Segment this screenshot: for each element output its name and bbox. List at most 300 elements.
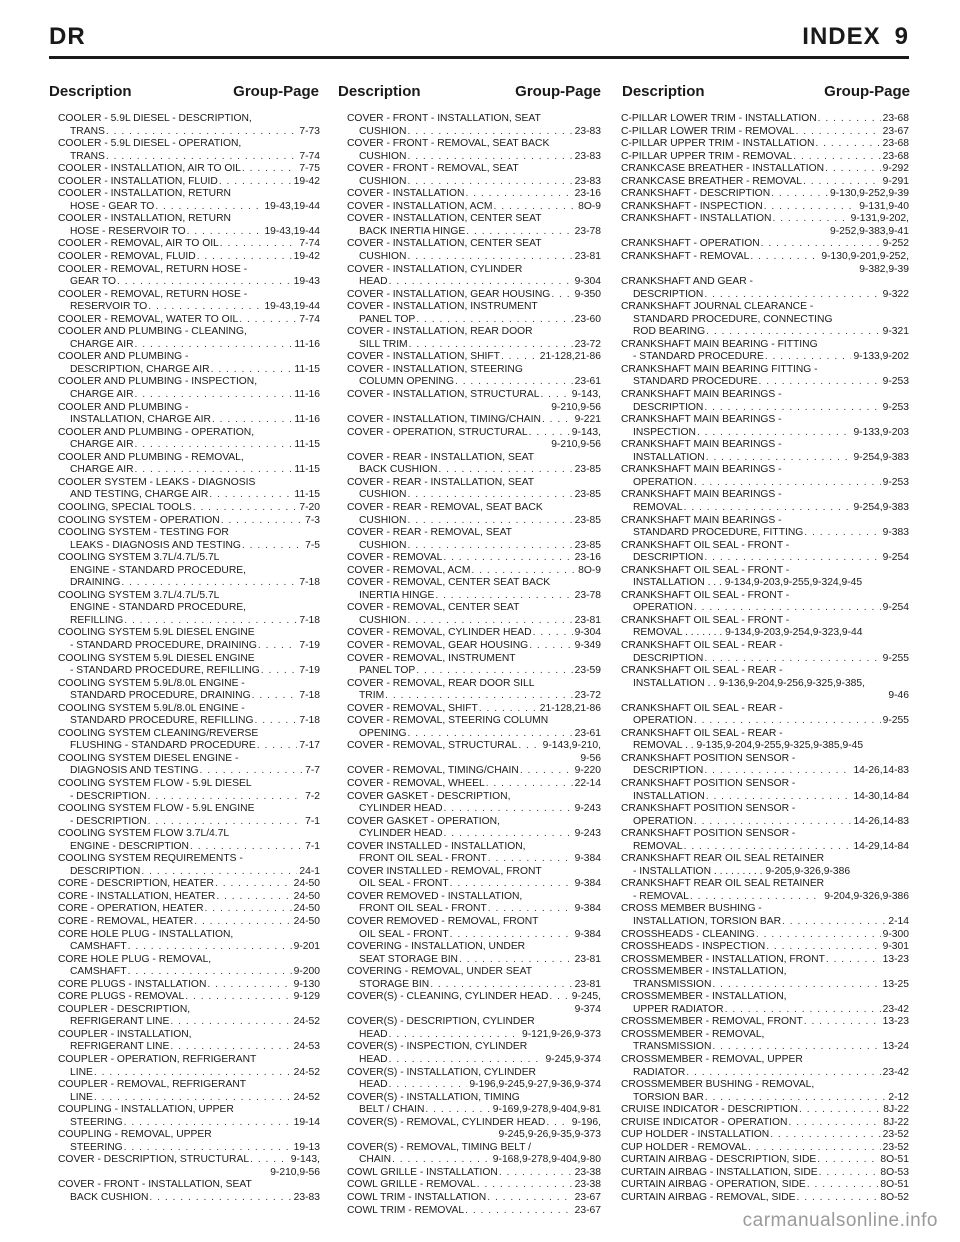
entry-text: CROSSHEADS - CLEANING xyxy=(621,928,755,940)
entry-text: HEAD xyxy=(359,1028,388,1040)
entry-text: CRANKSHAFT MAIN BEARINGS - xyxy=(621,439,782,451)
page-reference: 7-18 xyxy=(299,614,320,626)
entry-text: COVER - DESCRIPTION, STRUCTURAL xyxy=(58,1154,250,1166)
leader-dots xyxy=(211,364,293,377)
entry-heading-line xyxy=(621,113,909,126)
leader-dots xyxy=(799,1104,881,1117)
entry-text: INSTALLATION . . 9-136,9-204,9-256,9-325,9-385, xyxy=(633,677,865,689)
entry-text: - INSTALLATION . . . . . . . . . 9-205,9-326,9-386 xyxy=(633,865,851,877)
entry-heading-line xyxy=(58,678,320,691)
index-entry xyxy=(621,251,909,276)
entry-text: UPPER RADIATOR xyxy=(633,1003,724,1015)
entry-text: COOLER AND PLUMBING - INSPECTION, xyxy=(58,376,258,388)
leader-dots xyxy=(488,903,573,916)
watermark: carmanualsonline.info xyxy=(742,1210,938,1231)
page-reference: 11-15 xyxy=(294,464,320,476)
page-reference: 19-43 xyxy=(293,276,320,288)
entry-text: COVER GASKET - DESCRIPTION, xyxy=(347,790,511,802)
leader-dots xyxy=(529,640,572,653)
leader-dots xyxy=(121,577,297,590)
page-reference: 8O-53 xyxy=(880,1166,909,1178)
entry-text: FRONT OIL SEAL - FRONT xyxy=(359,903,487,915)
entry-text: TRIM xyxy=(359,690,385,702)
entry-heading-line xyxy=(58,1129,320,1142)
index-entry xyxy=(621,201,909,214)
index-entry xyxy=(621,991,909,1016)
leader-dots xyxy=(444,828,573,841)
entry-heading-line xyxy=(621,1029,909,1042)
index-entry xyxy=(621,301,909,339)
index-entry xyxy=(621,1104,909,1117)
page-reference: 9-245,9-374 xyxy=(545,1054,601,1066)
index-entry xyxy=(347,778,601,791)
entry-heading-line xyxy=(58,376,320,389)
leader-dots xyxy=(465,1205,573,1218)
index-entry xyxy=(58,376,320,401)
entry-continuation-line xyxy=(347,803,601,816)
entry-text: CRANKSHAFT REAR OIL SEAL RETAINER xyxy=(621,878,825,890)
leader-dots xyxy=(764,201,857,214)
entry-text: CORE - DESCRIPTION, HEATER xyxy=(58,878,214,890)
entry-heading-line xyxy=(621,565,909,578)
entry-continuation-line xyxy=(621,715,909,728)
page-reference: 11-16 xyxy=(294,338,320,350)
entry-text: OPERATION xyxy=(633,815,693,827)
entry-text: COOLING SYSTEM FLOW 3.7L/4.7L xyxy=(58,828,230,840)
index-entry xyxy=(621,464,909,489)
entry-text: COVER - INSTALLATION, TIMING/CHAIN xyxy=(347,414,541,426)
entry-text: CORE HOLE PLUG - INSTALLATION, xyxy=(58,928,234,940)
entry-text: C-PILLAR LOWER TRIM - INSTALLATION xyxy=(621,113,817,124)
index-entry xyxy=(621,213,909,238)
entry-text: CORE HOLE PLUG - REMOVAL, xyxy=(58,953,212,965)
leader-dots xyxy=(551,289,572,302)
entry-continuation-line xyxy=(347,590,601,603)
page-reference: 24-52 xyxy=(293,1016,320,1028)
index-entry xyxy=(621,753,909,778)
entry-text: CORE - REMOVAL, HEATER xyxy=(58,916,194,927)
index-entry xyxy=(621,1129,909,1142)
entry-heading-line xyxy=(58,1079,320,1092)
entry-continuation-line xyxy=(58,665,320,678)
page-reference: 24-50 xyxy=(293,903,320,915)
entry-text: CHARGE AIR xyxy=(70,338,134,350)
entry-continuation-line xyxy=(621,866,909,879)
leader-dots xyxy=(443,552,572,565)
entry-text: LINE xyxy=(70,1091,93,1103)
leader-dots xyxy=(450,878,573,891)
leader-dots xyxy=(135,339,293,352)
entry-heading-line xyxy=(58,213,320,226)
page-reference: 23-68 xyxy=(882,113,909,124)
entry-continuation-line xyxy=(58,389,320,402)
leader-dots xyxy=(684,841,852,854)
entry-heading-line xyxy=(347,1192,601,1205)
leader-dots xyxy=(407,489,572,502)
entry-text: COVERING - REMOVAL, UNDER SEAT xyxy=(347,966,532,978)
leader-dots xyxy=(686,1067,880,1080)
page-reference: 14-29,14-84 xyxy=(853,840,909,852)
leader-dots xyxy=(477,1179,573,1192)
entry-heading-line xyxy=(621,364,909,377)
entry-heading-line xyxy=(347,991,601,1004)
page-reference: 9-121,9-26,9-373 xyxy=(521,1028,601,1040)
page-reference: 7-73 xyxy=(299,125,320,137)
leader-dots xyxy=(185,991,291,1004)
entry-text: COVER - REMOVAL, STRUCTURAL xyxy=(347,740,518,752)
entry-text: BELT / CHAIN xyxy=(359,1104,425,1116)
page-reference: 9-201 xyxy=(293,941,320,953)
page-reference: 23-38 xyxy=(574,1179,601,1191)
entry-heading-line xyxy=(347,364,601,377)
entry-text: CRANKSHAFT - INSPECTION xyxy=(621,200,763,212)
index-entry xyxy=(621,665,909,703)
entry-heading-line xyxy=(347,389,601,402)
entry-heading-line xyxy=(58,979,320,992)
page-reference: 23-42 xyxy=(882,1066,909,1078)
index-entry xyxy=(58,803,320,828)
entry-text: COVER - REMOVAL, INSTRUMENT xyxy=(347,652,516,664)
index-entry xyxy=(58,527,320,552)
page-reference: 24-52 xyxy=(293,1091,320,1103)
page-reference: 23-61 xyxy=(574,727,601,739)
entry-continuation-line xyxy=(58,126,320,139)
entry-text: DESCRIPTION, CHARGE AIR xyxy=(70,363,210,375)
leader-dots xyxy=(761,238,881,251)
page-reference: 8O-51 xyxy=(880,1154,909,1166)
leader-dots xyxy=(825,163,881,176)
leader-dots xyxy=(549,991,569,1004)
index-entry xyxy=(621,126,909,139)
entry-text: FLUSHING - STANDARD PROCEDURE xyxy=(70,740,256,752)
leader-dots xyxy=(94,1092,292,1105)
page-reference: 9-322 xyxy=(882,288,909,300)
entry-text: COOLING SYSTEM 5.9L DIESEL ENGINE xyxy=(58,627,255,639)
entry-heading-line xyxy=(347,477,601,490)
entry-continuation-line xyxy=(347,151,601,164)
entry-text: PANEL TOP xyxy=(359,665,416,677)
entry-continuation-line xyxy=(58,364,320,377)
entry-heading-line xyxy=(621,138,909,151)
entry-heading-line xyxy=(621,540,909,553)
leader-dots xyxy=(796,126,881,139)
page-reference: 23-85 xyxy=(574,464,601,476)
entry-text: COVER - REMOVAL, TIMING/CHAIN xyxy=(347,765,519,777)
leader-dots xyxy=(409,339,573,352)
entry-continuation-line xyxy=(347,979,601,992)
entry-text: AND TESTING, CHARGE AIR xyxy=(70,489,209,501)
page-reference: 9-130,9-201,9-252, xyxy=(821,251,909,263)
entry-text: COVER REMOVED - INSTALLATION, xyxy=(347,890,523,902)
leader-dots xyxy=(124,1117,292,1130)
entry-continuation-line xyxy=(58,690,320,703)
entry-heading-line xyxy=(347,289,601,302)
index-entry xyxy=(621,1054,909,1079)
index-entry xyxy=(347,301,601,326)
index-entry xyxy=(58,878,320,891)
index-entry xyxy=(347,991,601,1016)
page-reference: 8J-22 xyxy=(883,1104,909,1116)
page-reference: 9-169,9-278,9-404,9-81 xyxy=(492,1104,601,1116)
entry-heading-line xyxy=(621,188,909,201)
entry-heading-line xyxy=(58,590,320,603)
entry-heading-line xyxy=(58,1054,320,1067)
leader-dots xyxy=(194,916,291,929)
entry-text: COOLER - 5.9L DIESEL - OPERATION, xyxy=(58,138,242,150)
entry-text: CHARGE AIR xyxy=(70,464,134,476)
index-entry xyxy=(347,1092,601,1117)
entry-heading-line xyxy=(621,238,909,251)
entry-text: CRANKSHAFT MAIN BEARINGS - xyxy=(621,514,782,526)
leader-dots xyxy=(788,1117,881,1130)
entry-continuation-line xyxy=(347,1054,601,1067)
entry-heading-line xyxy=(621,1054,909,1067)
entry-text: - DESCRIPTION xyxy=(70,790,147,802)
leader-dots xyxy=(706,452,852,465)
entry-text: CROSSHEADS - INSPECTION xyxy=(621,941,766,953)
page-number: 9 xyxy=(894,23,909,50)
index-entry xyxy=(621,439,909,464)
leader-dots xyxy=(438,464,572,477)
page-reference: 9-133,9-202 xyxy=(853,351,909,363)
entry-text: COVER - FRONT - REMOVAL, SEAT xyxy=(347,163,519,175)
entry-continuation-line xyxy=(58,464,320,477)
leader-dots xyxy=(487,1192,572,1205)
page-reference: 23-67 xyxy=(574,1192,601,1204)
entry-continuation-line xyxy=(621,1041,909,1054)
entry-heading-line xyxy=(347,778,601,791)
entry-text: REMOVAL . . . . . . . 9-134,9-203,9-254,9-323,9-44 xyxy=(633,627,863,639)
entry-continuation-line xyxy=(347,728,601,741)
page-reference: 13-23 xyxy=(882,1016,909,1028)
entry-heading-line xyxy=(347,502,601,515)
leader-dots xyxy=(542,414,573,427)
entry-heading-line xyxy=(58,515,320,528)
group-page-label: Group-Page xyxy=(233,83,319,100)
entry-continuation-line xyxy=(621,1004,909,1017)
index-entry xyxy=(58,979,320,992)
page-reference: 7-7 xyxy=(305,765,320,777)
leader-dots xyxy=(135,389,293,402)
entry-heading-line xyxy=(58,627,320,640)
entry-continuation-line xyxy=(58,1117,320,1130)
entry-continuation-line xyxy=(58,151,320,164)
entry-heading-line xyxy=(621,251,909,264)
entry-text: COOLING SYSTEM REQUIREMENTS - xyxy=(58,853,243,865)
entry-text: - REMOVAL xyxy=(633,890,689,902)
entry-heading-line xyxy=(58,891,320,904)
leader-dots xyxy=(207,979,291,992)
page-reference: 9-196,9-245,9-27,9-36,9-374 xyxy=(469,1079,601,1091)
entry-text: COVER - FRONT - INSTALLATION, SEAT xyxy=(347,113,541,124)
index-entry xyxy=(347,264,601,289)
leader-dots xyxy=(155,201,262,214)
entry-text: CUSHION xyxy=(359,251,407,263)
leader-dots xyxy=(756,929,881,942)
entry-continuation-line xyxy=(621,653,909,666)
entry-text: COVER - REAR - REMOVAL, SEAT xyxy=(347,527,512,539)
page-reference: 9-143,9-210, xyxy=(542,740,601,752)
entry-continuation-line xyxy=(58,540,320,553)
page-reference: 7-19 xyxy=(299,639,320,651)
page-reference: 9-350 xyxy=(574,288,601,300)
page-reference-continued: 9-56 xyxy=(580,752,601,764)
leader-dots xyxy=(712,1041,880,1054)
entry-heading-line xyxy=(58,289,320,302)
entry-heading-line xyxy=(58,264,320,277)
page-reference: 21-128,21-86 xyxy=(539,351,601,363)
page-reference: 9-254 xyxy=(882,602,909,614)
leader-dots xyxy=(416,665,572,678)
entry-continuation-line xyxy=(621,602,909,615)
entry-text: COVER - INSTALLATION, STRUCTURAL xyxy=(347,389,540,401)
page-reference: 14-30,14-84 xyxy=(853,790,909,802)
group-page-label: Group-Page xyxy=(824,83,910,100)
index-entry xyxy=(621,138,909,151)
page-reference: 23-81 xyxy=(574,978,601,990)
leader-dots xyxy=(135,439,293,452)
entry-continuation-line xyxy=(58,966,320,979)
entry-continuation-line xyxy=(58,439,320,452)
leader-dots xyxy=(425,1104,490,1117)
leader-dots xyxy=(807,1179,879,1192)
entry-continuation-line xyxy=(347,515,601,528)
entry-text: OPERATION xyxy=(633,476,693,488)
entry-text: HEAD xyxy=(359,1079,388,1091)
entry-text: COVER - INSTALLATION xyxy=(347,188,465,200)
entry-heading-line xyxy=(621,828,909,841)
entry-heading-line xyxy=(347,213,601,226)
page-reference: 9-168,9-278,9-404,9-80 xyxy=(492,1154,601,1166)
leader-dots xyxy=(407,176,572,189)
entry-text: COOLING SYSTEM 5.9L/8.0L ENGINE - xyxy=(58,677,245,689)
leader-dots xyxy=(389,1079,468,1092)
index-entry xyxy=(347,364,601,389)
page-reference: 19-42 xyxy=(293,175,320,187)
entry-text: DESCRIPTION xyxy=(70,865,141,877)
entry-heading-line xyxy=(621,878,909,891)
entry-continuation-line xyxy=(347,853,601,866)
entry-heading-line xyxy=(58,1029,320,1042)
entry-text: COWL GRILLE - REMOVAL xyxy=(347,1179,476,1191)
index-entry xyxy=(347,1179,601,1192)
entry-text: CRUISE INDICATOR - DESCRIPTION xyxy=(621,1104,798,1116)
index-entry xyxy=(621,339,909,364)
page-reference: 23-85 xyxy=(574,539,601,551)
entry-text: COVER - FRONT - INSTALLATION, SEAT xyxy=(58,1179,252,1191)
entry-text: GEAR TO xyxy=(70,276,116,288)
entry-text: DESCRIPTION xyxy=(633,552,704,564)
index-entry xyxy=(58,113,320,138)
entry-text: COVER(S) - INSTALLATION, CYLINDER xyxy=(347,1066,536,1078)
leader-dots xyxy=(197,251,292,264)
page-reference: 9-252 xyxy=(882,238,909,250)
index-entry xyxy=(621,966,909,991)
page-reference: 9-130,9-252,9-39 xyxy=(829,188,909,200)
entry-text: CHARGE AIR xyxy=(70,439,134,451)
entry-heading-line xyxy=(621,126,909,139)
index-entry xyxy=(621,515,909,540)
entry-text: STANDARD PROCEDURE xyxy=(633,376,758,388)
entry-heading-line xyxy=(347,163,601,176)
page-reference: 23-81 xyxy=(574,251,601,263)
entry-continuation-line xyxy=(621,577,909,590)
entry-text: COOLER - INSTALLATION, FLUID xyxy=(58,175,218,187)
entry-text: COOLER AND PLUMBING - CLEANING, xyxy=(58,326,247,338)
page-reference: 9-243 xyxy=(574,803,601,815)
entry-text: CRANKSHAFT POSITION SENSOR - xyxy=(621,752,796,764)
entry-text: COOLING SYSTEM 5.9L DIESEL ENGINE xyxy=(58,652,255,664)
index-entry xyxy=(621,1179,909,1192)
page-reference: 9-301 xyxy=(882,941,909,953)
entry-continuation-line xyxy=(347,665,601,678)
page-reference: 7-74 xyxy=(299,238,320,250)
leader-dots xyxy=(694,816,852,829)
index-entry xyxy=(58,188,320,213)
index-entry xyxy=(347,891,601,916)
index-entry xyxy=(58,1079,320,1104)
index-entry xyxy=(621,878,909,903)
page-reference: 23-52 xyxy=(882,1129,909,1141)
entry-heading-line xyxy=(621,853,909,866)
page-reference: 7-18 xyxy=(299,715,320,727)
page-reference: 9-255 xyxy=(882,715,909,727)
index-entry xyxy=(347,389,601,414)
entry-text: TRANS xyxy=(70,125,105,137)
entry-heading-line xyxy=(58,238,320,251)
page-reference: 7-18 xyxy=(299,577,320,589)
entry-heading-line xyxy=(58,176,320,189)
page-reference: 9-143, xyxy=(290,1154,320,1166)
entry-text: CRANKSHAFT POSITION SENSOR - xyxy=(621,777,796,789)
entry-text: CYLINDER HEAD xyxy=(359,803,443,815)
entry-continuation-line xyxy=(58,602,320,615)
entry-heading-line xyxy=(347,326,601,339)
entry-text: COOLER SYSTEM - LEAKS - DIAGNOSIS xyxy=(58,476,256,488)
page-reference-continued: 9-210,9-56 xyxy=(551,401,601,413)
leader-dots xyxy=(704,552,880,565)
entry-heading-line xyxy=(347,841,601,854)
entry-text: COOLER - INSTALLATION, RETURN xyxy=(58,213,231,225)
entry-heading-line xyxy=(347,866,601,879)
leader-dots xyxy=(694,477,881,490)
page-reference: 9-383 xyxy=(882,527,909,539)
entry-heading-line xyxy=(58,188,320,201)
entry-continuation-line xyxy=(347,615,601,628)
entry-text: OIL SEAL - FRONT xyxy=(359,878,449,890)
page-reference: 11-15 xyxy=(294,439,320,451)
leader-dots xyxy=(170,1016,291,1029)
entry-text: COVERING - INSTALLATION, UNDER xyxy=(347,941,526,953)
entry-text: COOLER - INSTALLATION, AIR TO OIL xyxy=(58,163,241,175)
entry-text: REMOVAL xyxy=(633,501,683,513)
leader-dots xyxy=(771,188,828,201)
index-entry xyxy=(58,1004,320,1029)
page-reference: 9-131,9-40 xyxy=(859,200,909,212)
entry-heading-line xyxy=(347,527,601,540)
entry-text: COOLER - REMOVAL, RETURN HOSE - xyxy=(58,263,248,275)
entry-heading-line xyxy=(347,138,601,151)
page-reference: 19-43,19-44 xyxy=(264,301,320,313)
entry-heading-line xyxy=(621,590,909,603)
entry-text: BACK CUSHION xyxy=(70,1192,149,1204)
index-entry xyxy=(58,778,320,803)
index-entry xyxy=(58,502,320,515)
entry-text: COOLING SYSTEM - TESTING FOR xyxy=(58,527,229,539)
entry-text: FRONT OIL SEAL - FRONT xyxy=(359,853,487,865)
entry-heading-line xyxy=(347,1117,601,1130)
entry-text: CUSHION xyxy=(359,489,407,501)
